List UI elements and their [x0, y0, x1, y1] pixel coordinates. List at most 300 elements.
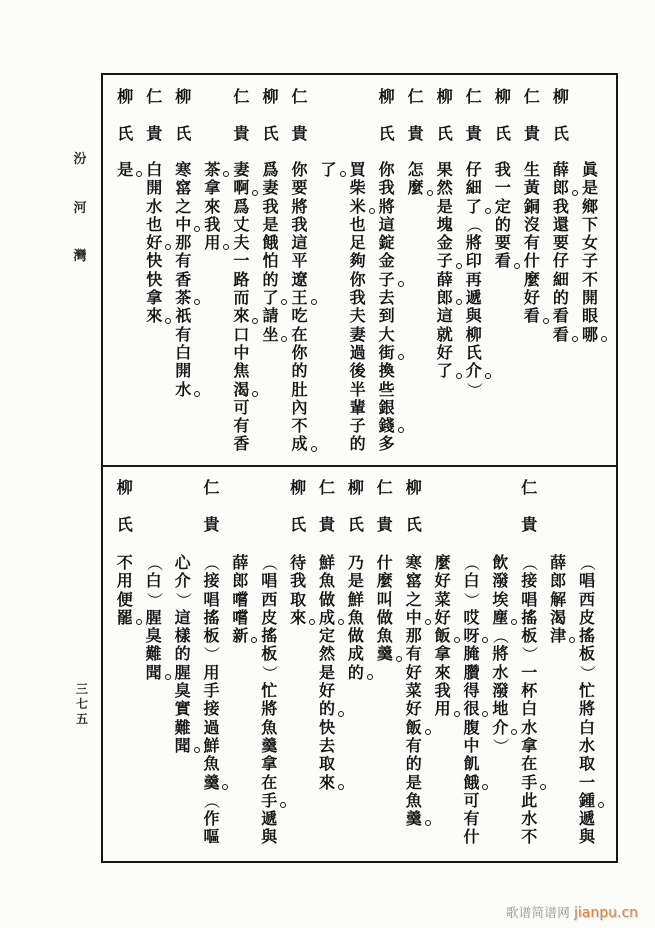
glyph: 魚: [347, 607, 364, 627]
glyph: 麼: [523, 269, 540, 289]
punctuation-mark: [338, 784, 344, 790]
glyph: 鍾: [577, 792, 597, 810]
glyph: 用: [202, 234, 222, 252]
text-frame: [101, 73, 618, 863]
glyph: ）: [464, 381, 484, 398]
glyph: 王: [290, 289, 310, 307]
page-number: [72, 682, 92, 727]
glyph: 用: [116, 571, 133, 591]
glyph: 了: [464, 198, 484, 216]
dialogue-text: [488, 161, 517, 271]
glyph: 羹: [201, 774, 221, 792]
glyph: 臭: [145, 626, 162, 646]
glyph: 你: [291, 342, 308, 362]
glyph: 的: [552, 288, 569, 308]
glyph: 不: [581, 269, 598, 289]
glyph: 得: [463, 681, 480, 701]
glyph: 了: [319, 161, 339, 179]
glyph: （: [520, 555, 540, 572]
glyph: 窰: [405, 571, 422, 591]
glyph: 白: [463, 571, 480, 591]
glyph: 埃: [492, 589, 509, 609]
glyph: 飲: [492, 553, 509, 572]
glyph: 你: [291, 160, 308, 179]
glyph: 這: [436, 306, 453, 326]
glyph: 貴: [203, 515, 220, 534]
glyph: 是: [319, 662, 336, 682]
glyph: 仁: [465, 87, 482, 106]
dialogue-text: [399, 554, 428, 828]
glyph: 叫: [376, 589, 393, 609]
speaker-label: [459, 88, 488, 162]
glyph: 仁: [521, 478, 538, 497]
glyph: 板: [203, 626, 220, 646]
glyph: 要: [494, 233, 511, 253]
glyph: 魚: [203, 754, 220, 774]
dialogue-text: [430, 161, 459, 381]
glyph: 仁: [376, 478, 393, 497]
glyph: 津: [548, 627, 568, 645]
glyph: 柳: [262, 87, 279, 106]
script-column: [457, 467, 486, 861]
punctuation-mark: [194, 747, 200, 753]
script-column: [430, 75, 459, 465]
glyph: 魚: [261, 717, 278, 737]
glyph: 白: [579, 717, 596, 737]
glyph: 什: [463, 827, 480, 847]
glyph: 羹: [404, 810, 424, 828]
speaker-label: [111, 88, 140, 162]
glyph: 將: [291, 196, 308, 216]
glyph: 多: [378, 434, 395, 454]
glyph: 快: [146, 269, 163, 289]
punctuation-mark: [338, 711, 344, 717]
speaker-label: [546, 88, 575, 162]
watermark: [506, 902, 638, 921]
glyph: 快: [146, 251, 163, 271]
punctuation-mark: [427, 190, 433, 196]
glyph: 夫: [233, 233, 250, 253]
glyph: 是: [347, 571, 364, 591]
glyph: 仁: [203, 478, 220, 497]
glyph: 水: [521, 717, 538, 737]
glyph: 半: [349, 379, 366, 399]
glyph: 仁: [233, 87, 250, 106]
glyph: 一: [579, 772, 596, 792]
dialogue-text: [255, 554, 284, 847]
glyph: 飯: [433, 627, 453, 645]
dialogue-text: [343, 161, 372, 454]
glyph: 貴: [523, 124, 540, 143]
script-column: [401, 75, 430, 465]
glyph: 氏: [552, 124, 569, 143]
glyph: ）: [144, 591, 164, 608]
glyph: 爲: [233, 196, 250, 216]
glyph: 白: [521, 699, 538, 719]
glyph: （: [578, 555, 598, 572]
glyph: 妻: [233, 160, 250, 179]
glyph: 在: [261, 772, 278, 792]
glyph: 氏: [347, 515, 364, 534]
glyph: 我: [552, 196, 569, 216]
glyph: 也: [349, 214, 366, 234]
glyph: 柳: [175, 87, 192, 106]
glyph: 有: [405, 735, 422, 755]
glyph: 貴: [376, 515, 393, 534]
glyph: 有: [175, 324, 192, 344]
glyph: 嚐: [232, 607, 249, 627]
glyph: 來: [144, 307, 164, 325]
glyph: 有: [463, 809, 480, 829]
script-column: [226, 467, 255, 861]
glyph: 拿: [521, 735, 538, 755]
speaker-label: [227, 88, 256, 162]
glyph: 看: [552, 306, 569, 326]
glyph: 難: [145, 644, 162, 664]
glyph: 這: [291, 233, 308, 253]
glyph: ）: [578, 664, 598, 681]
script-column: [313, 467, 342, 861]
glyph: 鮮: [203, 735, 220, 755]
glyph: 的: [494, 214, 511, 234]
glyph: 唱: [261, 571, 278, 591]
glyph: 是: [581, 178, 598, 198]
glyph: 腥: [174, 662, 191, 682]
glyph: 潑: [492, 571, 509, 591]
glyph: 的: [349, 434, 366, 454]
glyph: 子: [377, 271, 397, 289]
glyph: 的: [346, 664, 366, 682]
dialogue-text: [372, 161, 401, 454]
glyph: ）: [491, 738, 511, 755]
punctuation-mark: [456, 373, 462, 379]
glyph: 水: [579, 735, 596, 755]
glyph: 的: [405, 754, 422, 774]
glyph: 窰: [175, 178, 192, 198]
glyph: 買: [349, 160, 366, 179]
speaker-label: [515, 479, 544, 553]
dialogue-text: [111, 161, 140, 179]
glyph: 成: [317, 609, 337, 627]
glyph: 貴: [291, 124, 308, 143]
glyph: 與: [261, 827, 278, 847]
glyph: 爲: [262, 160, 279, 179]
glyph: 細: [552, 269, 569, 289]
glyph: 貴: [146, 124, 163, 143]
glyph: 郎: [232, 571, 249, 591]
glyph: 定: [319, 626, 336, 646]
glyph: 大: [378, 324, 395, 344]
glyph: 不: [291, 416, 308, 436]
glyph: 到: [378, 306, 395, 326]
glyph: 什: [376, 553, 393, 572]
glyph: 白: [145, 571, 162, 591]
glyph: 後: [349, 361, 366, 381]
punctuation-mark: [425, 729, 431, 735]
dialogue-text: [110, 554, 139, 627]
glyph: 開: [581, 288, 598, 308]
glyph: ）: [520, 646, 540, 663]
punctuation-mark: [367, 674, 373, 680]
glyph: 杯: [521, 681, 538, 701]
glyph: 取: [579, 754, 596, 774]
dialogue-text: [517, 161, 546, 326]
script-column: [255, 467, 284, 861]
glyph: 手: [259, 792, 279, 810]
script-column: [139, 467, 168, 861]
speaker-label: [256, 88, 285, 162]
glyph: 貴: [319, 515, 336, 534]
script-column: [341, 467, 370, 861]
glyph: 仁: [523, 87, 540, 106]
glyph: 妻: [349, 324, 366, 344]
script-column: [370, 467, 399, 861]
dialogue-text: [401, 161, 430, 198]
glyph: ）: [260, 664, 280, 681]
glyph: 唱: [579, 571, 596, 591]
glyph: 魚: [376, 626, 393, 646]
glyph: 河: [73, 200, 87, 216]
glyph: 在: [521, 754, 538, 774]
glyph: 氏: [378, 124, 395, 143]
glyph: 過: [349, 342, 366, 362]
glyph: 口: [233, 324, 250, 344]
glyph: 金: [436, 233, 453, 253]
glyph: 餓: [262, 233, 279, 253]
watermark-site-name: 歌谱简谱网: [506, 905, 571, 920]
glyph: 魚: [405, 790, 422, 810]
glyph: 是: [436, 196, 453, 216]
glyph: 飢: [463, 754, 480, 774]
glyph: 來: [288, 609, 308, 627]
glyph: 嘔: [203, 827, 220, 847]
glyph: 好: [319, 681, 336, 701]
glyph: 菜: [434, 589, 451, 609]
glyph: 腌: [463, 644, 480, 664]
glyph: 祇: [175, 306, 192, 326]
upper-text-block: [103, 75, 616, 465]
glyph: 果: [436, 160, 453, 179]
glyph: 鮮: [319, 553, 336, 572]
dialogue-text: [197, 554, 226, 847]
glyph: （: [462, 555, 482, 572]
glyph: 還: [552, 214, 569, 234]
dialogue-text: [314, 161, 343, 179]
glyph: 米: [348, 198, 368, 216]
glyph: 看: [522, 307, 542, 325]
glyph: 來: [204, 196, 221, 216]
glyph: 待: [290, 553, 307, 572]
script-column: [372, 75, 401, 465]
glyph: 一: [233, 251, 250, 271]
glyph: 之: [175, 196, 192, 216]
glyph: 水: [173, 381, 193, 399]
glyph: 的: [262, 269, 279, 289]
glyph: 細: [465, 178, 482, 198]
dialogue-text: [459, 161, 488, 399]
glyph: 是: [405, 772, 422, 792]
glyph: 有: [523, 233, 540, 253]
glyph: 錢: [377, 417, 397, 435]
glyph: 與: [579, 827, 596, 847]
punctuation-mark: [425, 619, 431, 625]
glyph: 柳: [116, 478, 133, 497]
glyph: 不: [521, 827, 538, 847]
glyph: 介: [464, 362, 484, 380]
script-column: [168, 467, 197, 861]
glyph: 餓: [461, 774, 481, 792]
glyph: 子: [581, 251, 598, 271]
glyph: 做: [376, 607, 393, 627]
glyph: 氏: [175, 124, 192, 143]
glyph: 了: [435, 362, 455, 380]
dialogue-text: [573, 554, 602, 847]
speaker-label: [110, 479, 139, 553]
glyph: 拿: [204, 178, 221, 198]
glyph: 子: [435, 252, 455, 270]
glyph: 去: [378, 288, 395, 308]
glyph: （: [464, 217, 484, 234]
script-column: [284, 467, 313, 861]
glyph: 水: [492, 662, 509, 682]
script-column: [140, 75, 169, 465]
glyph: 氏: [117, 124, 134, 143]
script-column: [546, 75, 575, 465]
speaker-label: [517, 88, 546, 162]
speaker-label: [488, 88, 517, 162]
glyph: 與: [465, 306, 482, 326]
glyph: 腥: [145, 607, 162, 627]
glyph: 臭: [174, 681, 191, 701]
glyph: 香: [233, 434, 250, 454]
speaker-label: [197, 479, 226, 553]
dialogue-text: [544, 554, 573, 645]
punctuation-mark: [485, 208, 491, 214]
glyph: 便: [116, 589, 133, 609]
glyph: 臢: [463, 662, 480, 682]
glyph: 將: [579, 699, 596, 719]
glyph: 中: [463, 735, 480, 755]
glyph: 唱: [203, 589, 220, 609]
glyph: 然: [436, 178, 453, 198]
glyph: 氏: [405, 515, 422, 534]
glyph: 一: [494, 178, 511, 198]
punctuation-mark: [572, 336, 578, 342]
glyph: 有: [233, 416, 250, 436]
glyph: 那: [175, 233, 192, 253]
glyph: 氏: [494, 124, 511, 143]
glyph: 香: [175, 269, 192, 289]
glyph: 焦: [233, 361, 250, 381]
punctuation-mark: [165, 674, 171, 680]
speaker-label: [401, 88, 430, 162]
glyph: 柴: [349, 178, 366, 198]
glyph: 貴: [521, 515, 538, 534]
glyph: 來: [434, 662, 451, 682]
glyph: 換: [378, 361, 395, 381]
glyph: 忙: [261, 681, 278, 701]
glyph: 將: [261, 699, 278, 719]
punctuation-mark: [136, 619, 142, 625]
glyph: 柳: [347, 478, 364, 497]
glyph: 鮮: [347, 589, 364, 609]
glyph: 仔: [552, 251, 569, 271]
glyph: 什: [523, 251, 540, 271]
glyph: 不: [116, 553, 133, 572]
dialogue-text: [169, 161, 198, 399]
script-column: [285, 75, 314, 465]
glyph: 麼: [434, 553, 451, 572]
glyph: 此: [521, 790, 538, 810]
glyph: 我: [290, 571, 307, 591]
glyph: 眼: [581, 306, 598, 326]
glyph: 手: [519, 774, 539, 792]
speaker-label: [285, 88, 314, 162]
glyph: 坐: [260, 326, 280, 344]
glyph: 西: [261, 589, 278, 609]
glyph: 你: [349, 269, 366, 289]
dialogue-text: [370, 554, 399, 664]
glyph: 仁: [407, 87, 424, 106]
glyph: 成: [290, 435, 310, 453]
dialogue-text: [486, 554, 515, 755]
script-column: [428, 467, 457, 861]
glyph: 地: [492, 699, 509, 719]
glyph: 鄉: [581, 196, 598, 216]
glyph: 三: [75, 682, 88, 696]
script-column: [486, 467, 515, 861]
glyph: 柳: [117, 87, 134, 106]
glyph: 柳: [465, 324, 482, 344]
glyph: 那: [405, 626, 422, 646]
glyph: 啊: [231, 179, 251, 197]
glyph: 做: [347, 626, 364, 646]
glyph: 遼: [291, 269, 308, 289]
glyph: 薛: [436, 269, 453, 289]
glyph: 再: [465, 269, 482, 289]
glyph: 將: [492, 644, 509, 664]
glyph: 我: [349, 288, 366, 308]
punctuation-mark: [543, 318, 549, 324]
glyph: 來: [317, 774, 337, 792]
glyph: 是: [262, 214, 279, 234]
glyph: 子: [349, 416, 366, 436]
glyph: 仁: [291, 87, 308, 106]
speaker-label: [169, 88, 198, 162]
glyph: 羹: [375, 645, 395, 663]
glyph: 足: [349, 233, 366, 253]
glyph: 難: [174, 717, 191, 737]
glyph: 取: [319, 754, 336, 774]
glyph: 遞: [261, 809, 278, 829]
glyph: 我: [434, 681, 451, 701]
glyph: ）: [462, 591, 482, 608]
glyph: 飯: [404, 719, 424, 737]
glyph: 哪: [580, 326, 600, 344]
glyph: 將: [378, 196, 395, 216]
glyph: 接: [521, 571, 538, 591]
glyph: 來: [231, 307, 251, 325]
punctuation-mark: [454, 711, 460, 717]
glyph: 皮: [579, 607, 596, 627]
script-column: [544, 467, 573, 861]
dialogue-text: [227, 161, 256, 454]
punctuation-mark: [601, 336, 607, 342]
punctuation-mark: [340, 171, 346, 177]
glyph: 夠: [349, 251, 366, 271]
glyph: 貴: [233, 124, 250, 143]
script-column: [110, 467, 139, 861]
